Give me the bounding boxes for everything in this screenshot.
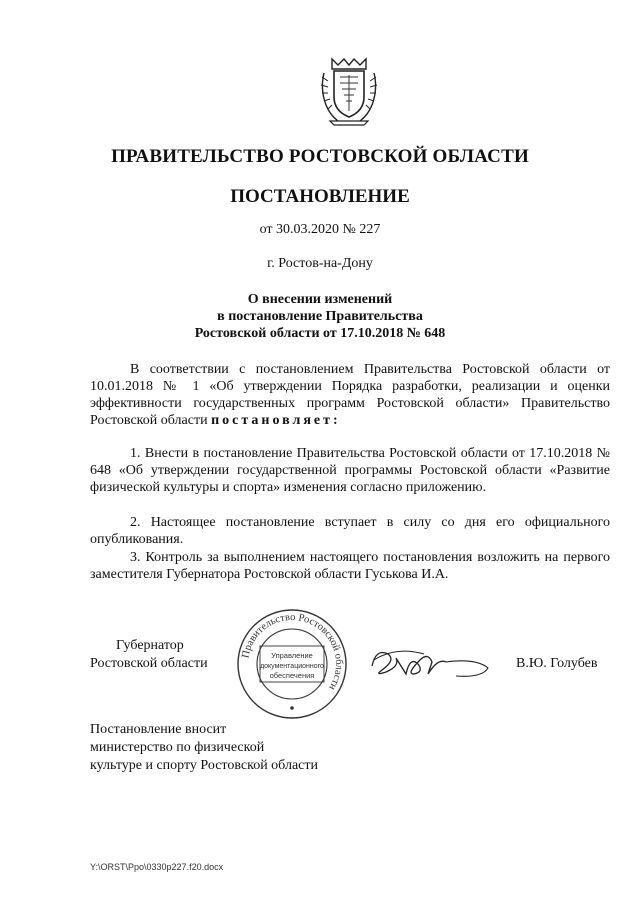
signer-position-line-2: Ростовской области bbox=[90, 656, 208, 671]
document-type-heading: ПОСТАНОВЛЕНИЕ bbox=[230, 186, 410, 207]
coat-of-arms-icon bbox=[318, 55, 380, 127]
file-path-footer: Y:\ORST\Ppo\0330p227.f20.docx bbox=[90, 862, 224, 872]
introduced-by-line-1: Постановление вносит bbox=[90, 722, 227, 737]
handwritten-signature bbox=[366, 640, 494, 684]
item-3-paragraph: 3. Контроль за выполнением настоящего постановления возложить на первого заместителя Губернатора Ростовской области Гуськова И.А. bbox=[90, 550, 610, 582]
preamble-text: В соответствии с постановлением Правительства Ростовской области от 10.01.2018 № 1 «Об утверждении Порядка разработки, реализации и оценки эффективности государственных программ Ростовской области» Правительство Ростовской области bbox=[90, 362, 610, 428]
resolves-keyword: постановляет: bbox=[211, 413, 341, 428]
introduced-by-line-2: министерство по физической bbox=[90, 740, 265, 755]
document-title-line-2: в постановление Правительства bbox=[217, 309, 423, 324]
signer-name: В.Ю. Голубев bbox=[516, 656, 598, 671]
signer-position-line-1: Губернатор bbox=[116, 638, 184, 653]
date-number-line: от 30.03.2020 № 227 bbox=[259, 222, 381, 237]
seal-center-line-3: обеспечения bbox=[269, 671, 315, 680]
city-line: г. Ростов-на-Дону bbox=[267, 256, 373, 271]
seal-center-line-1: Управление bbox=[271, 651, 313, 660]
item-1-paragraph: 1. Внести в постановление Правительства Ростовской области от 17.10.2018 № 648 «Об утверждении государственной программы Ростовской области «Развитие физической культуры и спорта» изменения согласно приложению. bbox=[90, 446, 610, 495]
document-title-line-1: О внесении изменений bbox=[247, 292, 393, 307]
document-title-line-3: Ростовской области от 17.10.2018 № 648 bbox=[194, 326, 446, 341]
seal-center-line-2: документационного bbox=[260, 663, 324, 670]
preamble-paragraph bbox=[90, 361, 610, 429]
item-2-paragraph: 2. Настоящее постановление вступает в силу со дня его официального опубликования. bbox=[90, 515, 610, 547]
organization-heading: ПРАВИТЕЛЬСТВО РОСТОВСКОЙ ОБЛАСТИ bbox=[111, 146, 529, 167]
seal-ring-text: Правительство Ростовской области bbox=[240, 611, 345, 692]
official-seal-stamp bbox=[236, 608, 348, 720]
introduced-by-line-3: культуре и спорту Ростовской области bbox=[90, 758, 318, 773]
